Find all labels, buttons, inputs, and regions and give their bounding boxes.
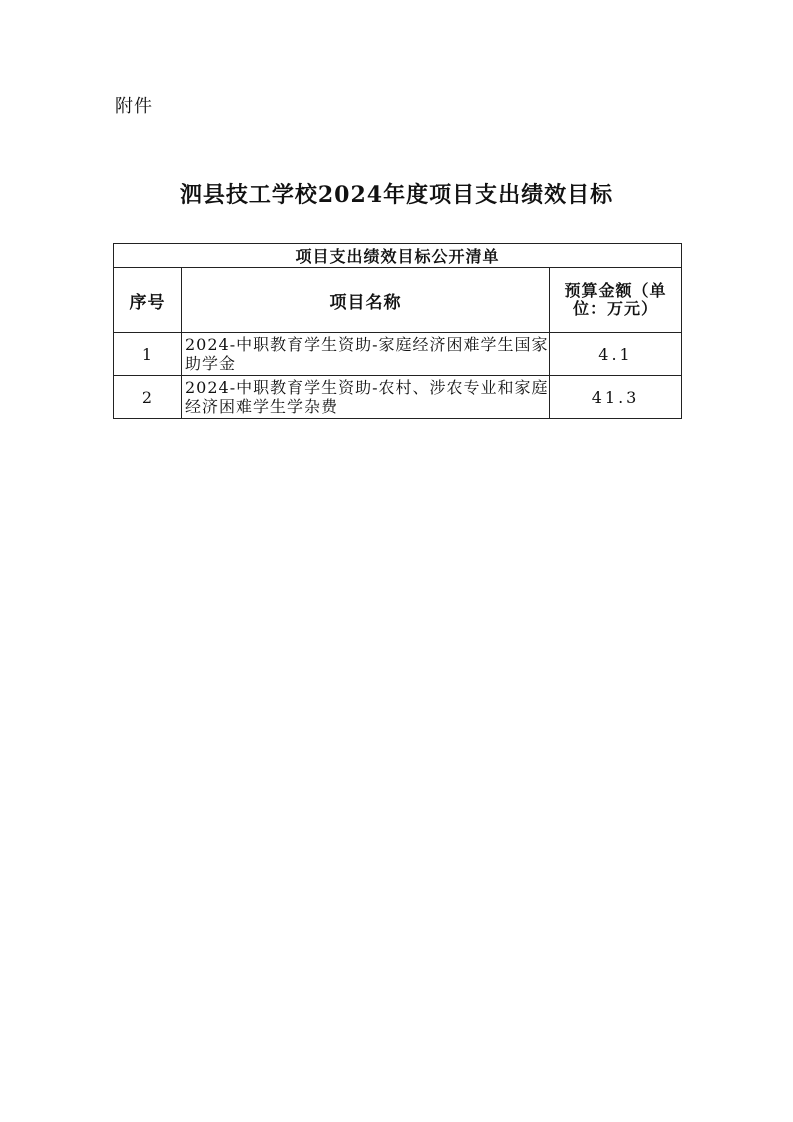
row-project-name: 2024-中职教育学生资助-农村、涉农专业和家庭经济困难学生学杂费 xyxy=(182,376,550,419)
document-title: 泗县技工学校2024年度项目支出绩效目标 xyxy=(179,182,614,208)
row-seq: 2 xyxy=(114,376,182,419)
table-row xyxy=(114,376,682,419)
column-header-budget: 预算金额（单位：万元） xyxy=(550,268,682,333)
attachment-label: 附件 xyxy=(115,96,153,117)
performance-target-table xyxy=(113,243,682,419)
column-header-seq: 序号 xyxy=(114,268,182,333)
table-caption: 项目支出绩效目标公开清单 xyxy=(114,244,682,268)
row-budget-amount: 41.3 xyxy=(550,376,682,419)
table-row xyxy=(114,333,682,376)
row-project-name: 2024-中职教育学生资助-家庭经济困难学生国家助学金 xyxy=(182,333,550,376)
table-header-row xyxy=(114,268,682,333)
row-budget-amount: 4.1 xyxy=(550,333,682,376)
column-header-name: 项目名称 xyxy=(182,268,550,333)
row-seq: 1 xyxy=(114,333,182,376)
table-caption-row xyxy=(114,244,682,268)
